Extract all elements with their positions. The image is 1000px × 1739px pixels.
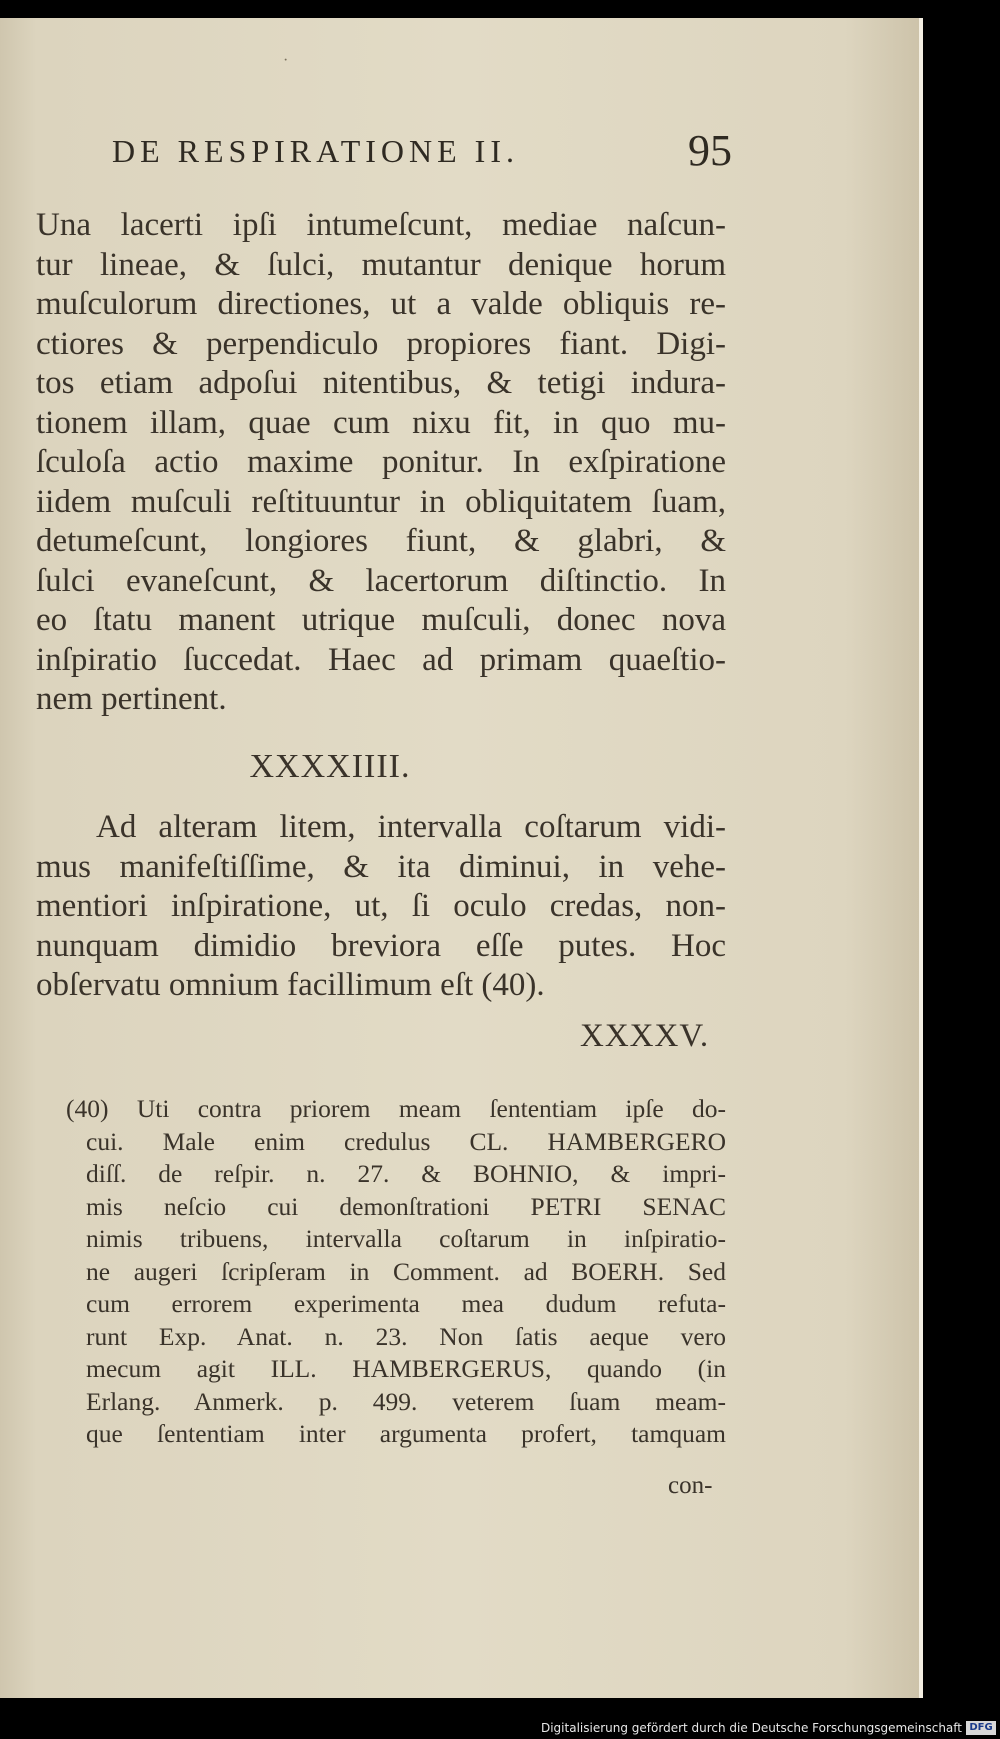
text-line: nem pertinent.	[36, 681, 227, 717]
page-number: 95	[688, 126, 732, 175]
footnote-line: mecum agit ILL. HAMBERGERUS, quando (in	[86, 1354, 726, 1383]
footnote-line: cui. Male enim credulus CL. HAMBERGERO	[86, 1126, 726, 1156]
text-line: obſervatu omnium facillimum eſt (40).	[36, 967, 545, 1003]
dfg-logo: DFG	[966, 1721, 996, 1735]
text-line: eo ſtatu manent utrique muſculi, donec nova	[36, 602, 726, 638]
paragraph-1	[36, 206, 726, 720]
footnote-line: nimis tribuens, intervalla coſtarum in inſpiratio-	[86, 1224, 726, 1253]
text-line: muſculorum directiones, ut a valde obliquis re-	[36, 286, 726, 322]
footnote-line: (40) Uti contra priorem meam ſententiam ipſe do-	[66, 1094, 726, 1123]
page-header	[112, 125, 732, 185]
page-edge	[919, 18, 923, 1698]
footnote-line: cum errorem experimenta mea dudum refuta-	[86, 1289, 726, 1318]
text-line: ctiores & perpendiculo propiores fiant. Digi-	[36, 325, 726, 362]
text-line: mentiori inſpiratione, ut, ſi oculo credas, non-	[36, 888, 726, 924]
footnote-line: runt Exp. Anat. n. 23. Non ſatis aeque vero	[86, 1321, 726, 1351]
paragraph-2	[36, 808, 726, 1006]
text-line: iidem muſculi reſtituuntur in obliquitatem ſuam,	[36, 483, 726, 520]
digitization-notice: Digitalisierung gefördert durch die Deutsche Forschungsgemeinschaft	[540, 1721, 962, 1735]
text-line: ſulci evaneſcunt, & lacertorum diſtinctio. In	[36, 562, 726, 599]
text-line: nunquam dimidio breviora eſſe putes. Hoc	[36, 927, 726, 964]
section-number: XXXXIIII.	[249, 748, 411, 785]
ink-speck: ·	[283, 52, 289, 69]
text-line: Ad alteram litem, intervalla coſtarum vidi-	[96, 809, 726, 845]
footnote-line: Erlang. Anmerk. p. 499. veterem ſuam meam-	[86, 1386, 726, 1416]
text-line: Una lacerti ipſi intumeſcunt, mediae naſcun-	[36, 207, 726, 243]
footnote-line: que ſententiam inter argumenta profert, tamquam	[86, 1419, 726, 1448]
text-line: detumeſcunt, longiores fiunt, & glabri, &	[36, 523, 726, 559]
text-line: tos etiam adpoſui nitentibus, & tetigi indura-	[36, 365, 726, 401]
text-line: mus manifeſtiſſime, & ita diminui, in vehe-	[36, 848, 726, 885]
footnote-catchword: con-	[668, 1472, 713, 1499]
footnote-line: mis neſcio cui demonſtrationi PETRI SENAC	[86, 1191, 726, 1221]
footnote	[66, 1093, 726, 1451]
footnote-line: ne augeri ſcripſeram in Comment. ad BOERH. Sed	[86, 1256, 726, 1286]
text-line: inſpiratio ſuccedat. Haec ad primam quaeſtio-	[36, 641, 726, 678]
text-line: tur lineae, & ſulci, mutantur denique horum	[36, 246, 726, 283]
digitization-footer	[0, 1720, 1000, 1739]
running-title: DE RESPIRATIONE II.	[112, 133, 519, 169]
footnote-line: diſſ. de reſpir. n. 27. & BOHNIO, & impri-	[86, 1159, 726, 1188]
text-line: tionem illam, quae cum nixu fit, in quo mu-	[36, 404, 726, 441]
catchword: XXXXV.	[580, 1018, 710, 1054]
text-line: ſculoſa actio maxime ponitur. In exſpiratione	[36, 444, 726, 480]
